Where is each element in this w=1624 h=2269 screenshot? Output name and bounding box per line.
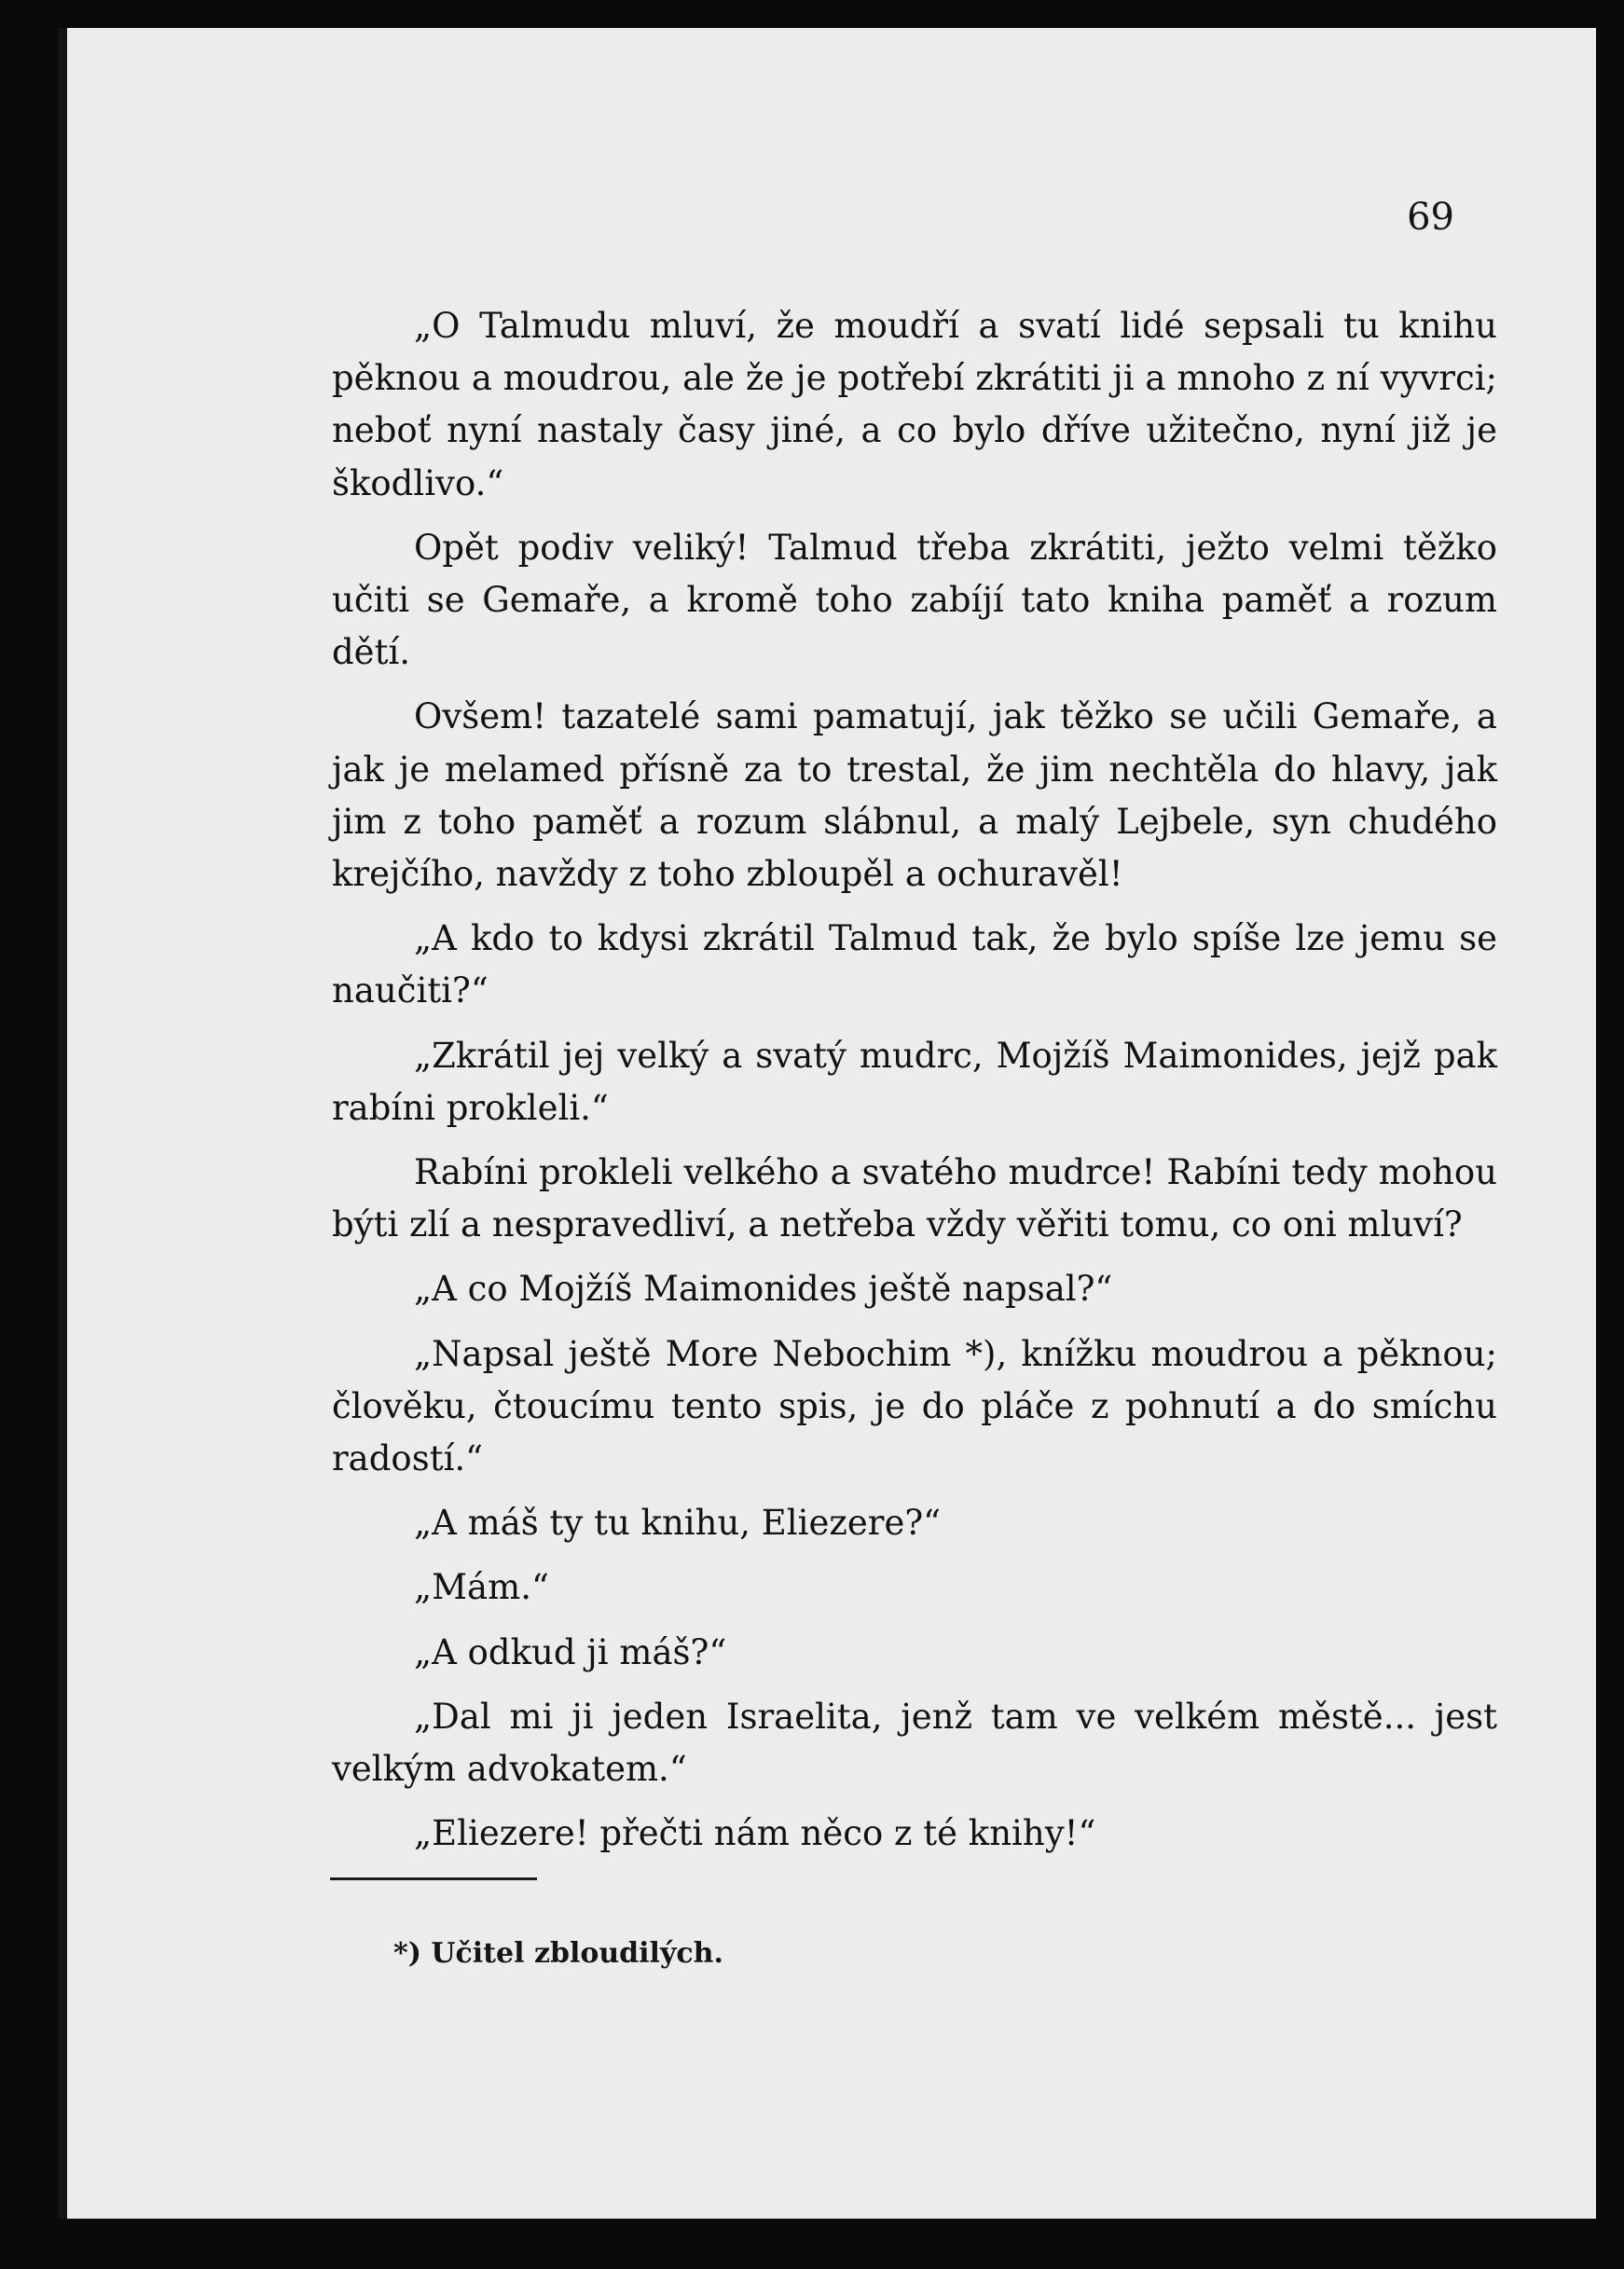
paragraph: „Napsal ještě More Nebochim *), knížku moudrou a pěknou; člověku, čtoucímu tento spis, je do pláče z pohnutí a do smíchu radostí.“ — [332, 1333, 1497, 1479]
paragraph: „Zkrátil jej velký a svatý mudrc, Mojžíš Maimonides, jejž pak rabíni prokleli.“ — [332, 1035, 1497, 1128]
paragraph: „A máš ty tu knihu, Eliezere?“ — [414, 1503, 942, 1544]
footnote-divider — [330, 1877, 537, 1880]
body-text — [332, 300, 1497, 1860]
paragraph: „A odkud ji máš?“ — [414, 1631, 727, 1672]
page-number: 69 — [1407, 196, 1454, 239]
paragraph: „Eliezere! přečti nám něco z té knihy!“ — [414, 1813, 1096, 1854]
paragraph: Rabíni prokleli velkého a svatého mudrce! Rabíni tedy mohou býti zlí a nespravedliví, a netřeba vždy věřiti tomu, co oni mluví? — [332, 1152, 1497, 1245]
paragraph: „A co Mojžíš Maimonides ještě napsal?“ — [414, 1269, 1113, 1310]
paragraph: Ovšem! tazatelé sami pamatují, jak těžko se učili Gemaře, a jak je melamed přísně za to trestal, že jim nechtěla do hlavy, jak jim z toho paměť a rozum slábnul, a malý Lejbele, syn chudého krejčího, navždy z toho zblouрěl a ochuravěl! — [332, 696, 1497, 895]
paragraph: „O Talmudu mluví, že moudří a svatí lidé sepsali tu knihu pěknou a moudrou, ale že je potřebí zkrátiti ji a mnoho z ní vyvrci; neboť nyní nastaly časy jiné, a co bylo dříve užitečno, nyní již je škodlivo.“ — [332, 306, 1497, 503]
paragraph: „Dal mi ji jeden Israelita, jenž tam ve velkém městě... jest velkým advokatem.“ — [332, 1696, 1497, 1790]
paragraph: „Mám.“ — [414, 1567, 549, 1608]
book-page — [58, 28, 1596, 2219]
binding-edge — [58, 28, 67, 2219]
paragraph: Opět podiv veliký! Talmud třeba zkrátiti, ježto velmi těžko učiti se Gemaře, a kromě toho zabíjí tato kniha paměť a rozum dětí. — [332, 527, 1497, 673]
paragraph: „A kdo to kdysi zkrátil Talmud tak, že bylo spíše lze jemu se naučiti?“ — [332, 918, 1497, 1011]
footnote: *) Učitel zbloudilých. — [393, 1937, 723, 1970]
